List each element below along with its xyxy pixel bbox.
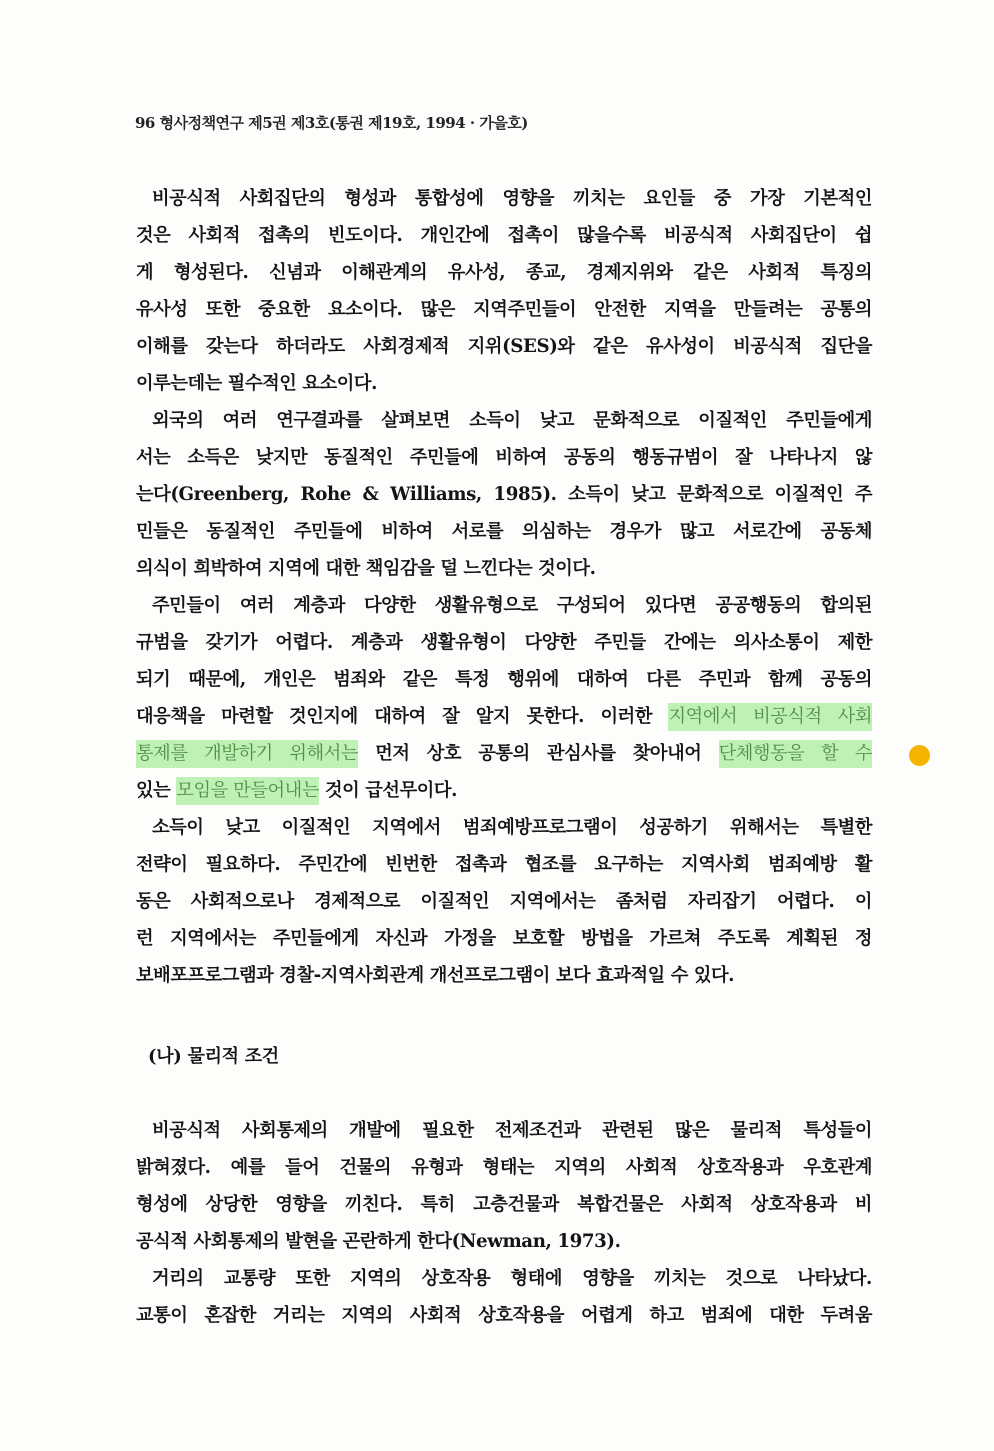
highlighted-text[interactable]: 모임을 만들어내는: [176, 777, 319, 805]
text-segment: 이해를 갖는다 하더라도 사회경제적 지위(SES)와 같은 유사성이 비공식적 집단을: [136, 336, 872, 357]
text-segment: 유사성 또한 중요한 요소이다. 많은 지역주민들이 안전한 지역을 만들려는 공통의: [136, 299, 872, 320]
paragraph-block-physical-conditions: [136, 1112, 872, 1334]
text-segment: 서는 소득은 낮지만 동질적인 주민들에 비하여 공동의 행동규범이 잘 나타나지 않: [136, 447, 872, 468]
text-line: [136, 217, 872, 254]
text-segment: 교통이 혼잡한 거리는 지역의 사회적 상호작용을 어렵게 하고 범죄에 대한 두려움: [136, 1305, 872, 1326]
annotation-marker-dot[interactable]: [909, 745, 930, 766]
text-line: [136, 661, 872, 698]
highlighted-text[interactable]: 지역에서 비공식적 사회: [668, 703, 872, 731]
text-segment: 것은 사회적 접촉의 빈도이다. 개인간에 접촉이 많을수록 비공식적 사회집단이 쉽: [136, 225, 872, 246]
text-line: [136, 587, 872, 624]
text-segment: 의식이 희박하여 지역에 대한 책임감을 덜 느낀다는 것이다.: [136, 558, 596, 579]
text-segment: 형성에 상당한 영향을 끼친다. 특히 고층건물과 복합건물은 사회적 상호작용과 비: [136, 1194, 872, 1215]
text-line: [136, 957, 872, 994]
text-segment: 것이 급선무이다.: [319, 780, 458, 801]
text-segment: 이루는데는 필수적인 요소이다.: [136, 373, 377, 394]
text-line: [136, 809, 872, 846]
running-header: 96 형사정책연구 제5권 제3호(통권 제19호, 1994 · 가을호): [135, 114, 528, 132]
text-line: [136, 180, 872, 217]
text-segment: 민들은 동질적인 주민들에 비하여 서로를 의심하는 경우가 많고 서로간에 공동체: [136, 521, 872, 542]
text-segment: 공식적 사회통제의 발현을 곤란하게 한다(Newman, 1973).: [136, 1231, 621, 1252]
text-line: [136, 1297, 872, 1334]
text-segment: 외국의 여러 연구결과를 살펴보면 소득이 낮고 문화적으로 이질적인 주민들에게: [152, 410, 872, 431]
text-segment: 비공식적 사회통제의 개발에 필요한 전제조건과 관련된 많은 물리적 특성들이: [152, 1120, 872, 1141]
text-line: [136, 365, 872, 402]
text-line: [136, 513, 872, 550]
text-segment: 규범을 갖기가 어렵다. 계층과 생활유형이 다양한 주민들 간에는 의사소통이 제한: [136, 632, 872, 653]
text-segment: 있는: [136, 780, 177, 801]
text-line: [136, 254, 872, 291]
text-segment: 먼저 상호 공통의 관심사를 찾아내어: [358, 743, 719, 764]
text-segment: 주민들이 여러 계층과 다양한 생활유형으로 구성되어 있다면 공공행동의 합의된: [152, 595, 872, 616]
text-line: [136, 1112, 872, 1149]
text-segment: 는다(Greenberg, Rohe & Williams, 1985). 소득이 낮고 문화적으로 이질적인 주: [136, 484, 872, 505]
text-segment: 비공식적 사회집단의 형성과 통합성에 영향을 끼치는 요인들 중 가장 기본적인: [152, 188, 872, 209]
text-line: [136, 624, 872, 661]
text-line: [136, 550, 872, 587]
section-subheading: (나) 물리적 조건: [148, 1046, 279, 1067]
text-line: [136, 439, 872, 476]
highlighted-text[interactable]: 단체행동을 할 수: [719, 740, 872, 768]
text-line: [136, 328, 872, 365]
text-line: [136, 1223, 872, 1260]
text-segment: 되기 때문에, 개인은 범죄와 같은 특정 행위에 대하여 다른 주민과 함께 공동의: [136, 669, 872, 690]
text-segment: 대응책을 마련할 것인지에 대하여 잘 알지 못한다. 이러한: [136, 706, 669, 727]
highlighted-text[interactable]: 통제를 개발하기 위해서는: [136, 740, 358, 768]
text-segment: 밝혀졌다. 예를 들어 건물의 유형과 형태는 지역의 사회적 상호작용과 우호관계: [136, 1157, 872, 1178]
text-segment: 게 형성된다. 신념과 이해관계의 유사성, 종교, 경제지위와 같은 사회적 특징의: [136, 262, 872, 283]
text-line: [136, 883, 872, 920]
text-line: [136, 476, 872, 513]
text-segment: 보배포프로그램과 경찰-지역사회관계 개선프로그램이 보다 효과적일 수 있다.: [136, 965, 735, 986]
text-line: [136, 735, 872, 772]
text-line: [136, 920, 872, 957]
text-line: [136, 772, 872, 809]
text-line: [136, 846, 872, 883]
text-segment: 동은 사회적으로나 경제적으로 이질적인 지역에서는 좀처럼 자리잡기 어렵다. 이: [136, 891, 872, 912]
paragraph-block-social-groups: [136, 180, 872, 994]
text-line: [136, 698, 872, 735]
text-line: [136, 1260, 872, 1297]
text-line: [136, 291, 872, 328]
text-line: [136, 402, 872, 439]
text-segment: 거리의 교통량 또한 지역의 상호작용 형태에 영향을 끼치는 것으로 나타났다.: [152, 1268, 872, 1289]
text-line: [136, 1149, 872, 1186]
text-line: [136, 1186, 872, 1223]
text-segment: 전략이 필요하다. 주민간에 빈번한 접촉과 협조를 요구하는 지역사회 범죄예방 활: [136, 854, 872, 875]
text-segment: 런 지역에서는 주민들에게 자신과 가정을 보호할 방법을 가르쳐 주도록 계획된 정: [136, 928, 872, 949]
text-segment: 소득이 낮고 이질적인 지역에서 범죄예방프로그램이 성공하기 위해서는 특별한: [152, 817, 872, 838]
